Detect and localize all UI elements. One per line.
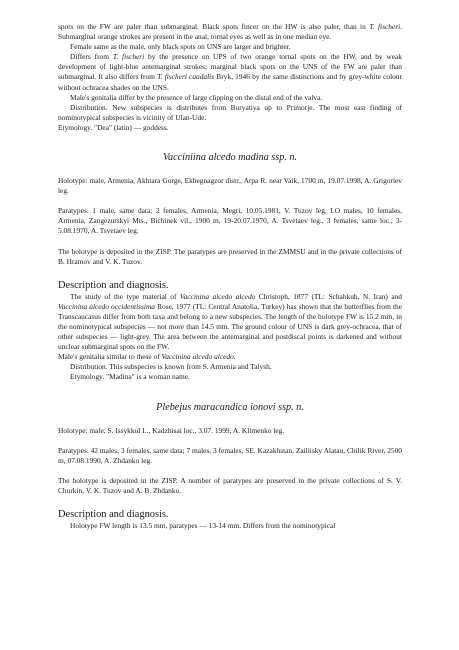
holotype-paragraph: Holotype: male, S. Issykkul L., Kadzhisai loc., 3.07. 1999, A. Klimenko leg.: [58, 425, 285, 435]
taxon-name: T. fischeri: [112, 52, 145, 62]
section-heading: Description and diagnosis.: [58, 509, 169, 520]
section-heading: Description and diagnosis.: [58, 279, 169, 291]
deposit-paragraph: The holotype is deposited in the ZISP. The paratypes are preserved in the ZMMSU and in the private collections of B. Hramov and V. K. Tuzov.: [58, 246, 402, 266]
paragraph-differs: Differs from T. fischeri by the presence on UPS of two orange tornal spots on the HW, and by weak development of light-blue antemarginal strokes; marginal black spots on the UNS of the FW are paler than submarginal. It also differs from T. fischeri caudalis Bryk, 1946 by the same distinctions and by grey-white colour without ochracea shades on the UNS.: [58, 52, 402, 92]
paratypes-paragraph: Paratypes: 1 male, same data; 2 females, Armenia, Megri, 10.05.1981, V. Tuzov leg. LO males, 10 females, Armenia, Zangezurskyi Mts., Bichinek vil., 1900 m, 19-20.07.1970, A. Tsvetaev leg., 3 females, same loc., 3-5.08.1970, A. Tsvetaev leg.: [58, 206, 402, 236]
paratypes-paragraph: Paratypes: 42 males, 3 females, same data; 7 males, 3 females, SE. Kazakhstan, Zailiisky Alatau, Chilik River, 2500 m, 07.08.1990, A. Zhdanko leg.: [58, 445, 402, 465]
genitalia-paragraph: Male's genitalia similar to these of Vaccinina alcedo alcedo.: [58, 352, 236, 362]
distribution-paragraph: Distribution. This subspecies is known from S. Armenia and Talysh.: [70, 362, 272, 372]
deposit-paragraph: The holotype is deposited in the ZISP. A number of paratypes are preserved in the private collections of S. V. Churkin, V. K. Tuzov and A. B. Zhdanko.: [58, 475, 402, 495]
description-paragraph: The study of the type material of Vaccinina alcedo alcedo Christoph, 1877 (TL: Schahkuh, N. Iran) and Vaccinina alcedo occidentissima Rose, 1977 (TL: Central Anatolia, Turkey) has shown that the butterflies from the Transcaucasus differ from both taxa and belong to a new subspecies. The length of the holotype FW is 15.2 mm, in the nominotypical subspecies — not more than 14.5 mm. The ground colour of UNS is dark grey-ochracea, that of other subspecies — light-grey. The area between the antemarginal and postdiscal points is darkened and without unclear submarginal spots on the FW.: [58, 291, 402, 352]
taxon-name: Vaccinina alcedo occidentissima: [58, 301, 155, 311]
species-title-plebejus: Plebejus maracandica ionovi ssp. n.: [156, 401, 304, 413]
taxon-name: T. fischeri caudalis: [157, 72, 215, 82]
paragraph-genitalia: Male's genitalia differ by the presence of large clipping on the distal end of the valva.: [70, 92, 323, 102]
taxon-name: Vaccinina alcedo alcedo.: [161, 352, 236, 362]
holotype-paragraph: Holotype: male, Armenia, Akhtara Gorge, Ekhegnagzor distr., Arpa R. near Vaik, 1700 m, 19.07.1998, A. Grigoriev leg.: [58, 176, 402, 196]
paragraph-etymology: Etymology. "Dea" (latin) — goddess.: [58, 122, 169, 132]
description-paragraph: Holotype FW length is 13.5 mm, paratypes — 13-14 mm. Differs from the nominotypical: [70, 521, 336, 530]
taxon-name: Vaccinina alcedo alcedo: [179, 291, 256, 301]
species-title-vacciniina: Vacciniina alcedo madina ssp. n.: [162, 152, 298, 164]
text-column: [58, 22, 402, 531]
paragraph-distribution: Distribution. New subspecies is distributes from Buryatiya up to Primorje. The most east finding of nominotypical subspecies is vicinity of Ulan-Ude.: [58, 102, 402, 122]
paragraph-female: Female same as the male, only black spots on UNS are larger and brighter.: [70, 42, 291, 52]
etymology-paragraph: Etymology. "Madina" is a woman name.: [70, 372, 190, 382]
taxon-name: T. fischeri: [369, 22, 401, 31]
paragraph-spots: spots on the FW are paler than submarginal. Black spots fincer on the HW is also paler, than in T. fischeri. Submarginal orange strokes are present in the anal, tornal eyes as well as in one median eye.: [58, 22, 402, 42]
